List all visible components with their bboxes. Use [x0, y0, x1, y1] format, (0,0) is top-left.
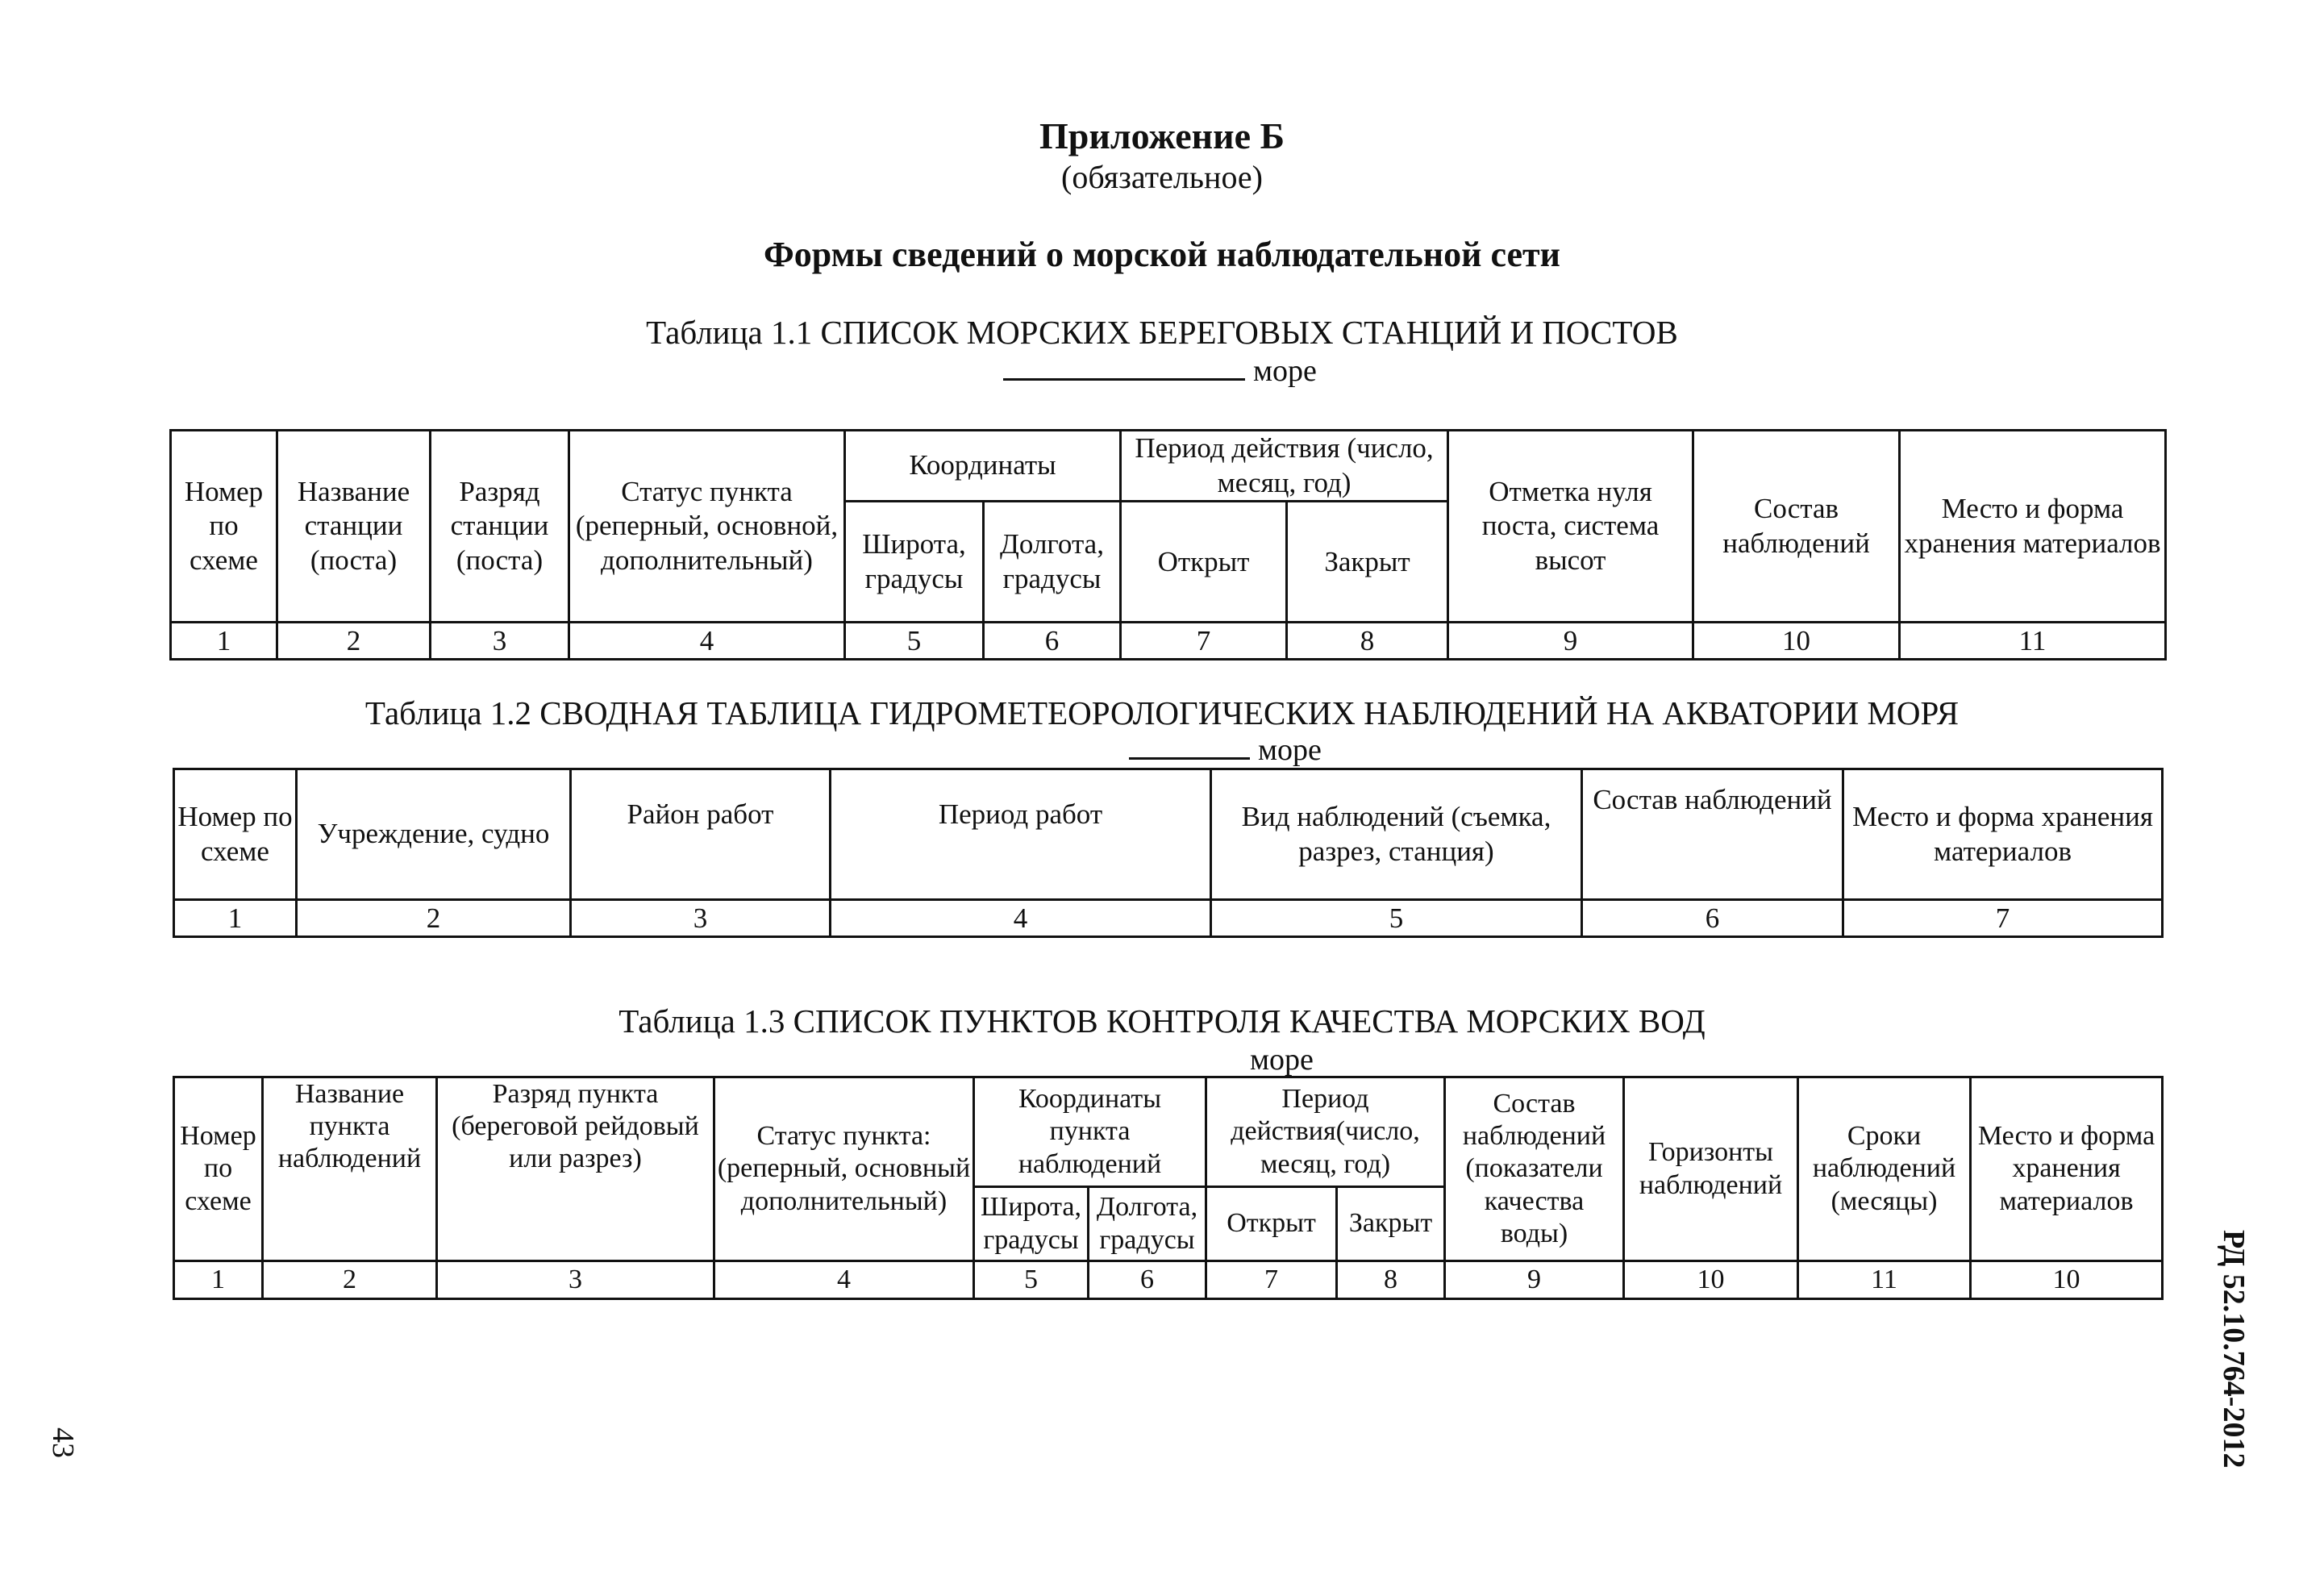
header-storage: Место и форма хранения материалов — [1843, 769, 2163, 900]
header-number: Номер по схеме — [174, 1077, 263, 1261]
column-number-cell: 5 — [1211, 900, 1582, 937]
header-station-rank: Разряд станции (поста) — [431, 431, 569, 623]
sea-name-blank — [1003, 354, 1245, 381]
column-number-cell: 1 — [174, 900, 297, 937]
sea-name-blank — [1129, 733, 1250, 760]
header-longitude: Долгота, градусы — [1089, 1187, 1206, 1261]
table2-sea-label: море — [1258, 733, 1322, 767]
column-number-cell: 4 — [714, 1261, 974, 1299]
column-number-cell: 6 — [1582, 900, 1843, 937]
header-latitude: Широта, градусы — [974, 1187, 1089, 1261]
table1-sea-label: море — [1253, 354, 1317, 388]
appendix-title: Приложение Б — [1039, 115, 1285, 156]
column-number-cell: 7 — [1121, 623, 1287, 660]
header-status: Статус пункта (реперный, основной, дополнительный) — [569, 431, 845, 623]
page-number: 43 — [46, 1427, 80, 1458]
header-closed: Закрыт — [1287, 502, 1448, 623]
column-number-cell: 10 — [1971, 1261, 2163, 1299]
column-number-cell: 11 — [1798, 1261, 1971, 1299]
header-opened: Открыт — [1206, 1187, 1337, 1261]
header-number: Номер по схеме — [171, 431, 277, 623]
header-point-name: Название пункта наблюдений — [263, 1077, 437, 1261]
header-institution: Учреждение, судно — [297, 769, 571, 900]
header-longitude: Долгота, градусы — [984, 502, 1121, 623]
header-observations: Состав наблюдений — [1582, 769, 1843, 900]
header-work-period: Период работ — [831, 769, 1211, 900]
header-horizons: Горизонты наблюдений — [1624, 1077, 1798, 1261]
column-number-cell: 3 — [431, 623, 569, 660]
header-zero-mark: Отметка нуля поста, система высот — [1448, 431, 1693, 623]
forms-title: Формы сведений о морской наблюдательной сети — [763, 235, 1561, 274]
column-number-cell: 5 — [845, 623, 984, 660]
table2-caption: Таблица 1.2 СВОДНАЯ ТАБЛИЦА ГИДРОМЕТЕОРОЛОГИЧЕСКИХ НАБЛЮДЕНИЙ НА АКВАТОРИИ МОРЯ — [364, 694, 1960, 731]
column-number-cell: 6 — [1089, 1261, 1206, 1299]
document-code: РД 52.10.764-2012 — [2217, 1230, 2251, 1469]
column-number-cell: 3 — [437, 1261, 714, 1299]
appendix-subtitle: (обязательное) — [1061, 159, 1263, 195]
column-number-cell: 9 — [1445, 1261, 1624, 1299]
header-station-name: Название станции (поста) — [277, 431, 431, 623]
column-number-cell: 8 — [1337, 1261, 1445, 1299]
table3 — [173, 1076, 2164, 1300]
header-storage: Место и форма хранения материалов — [1971, 1077, 2163, 1261]
header-closed: Закрыт — [1337, 1187, 1445, 1261]
header-observations: Состав наблюдений — [1693, 431, 1900, 623]
column-number-cell: 6 — [984, 623, 1121, 660]
column-number-cell: 9 — [1448, 623, 1693, 660]
table1-sea-line — [1003, 353, 1317, 389]
header-latitude: Широта, градусы — [845, 502, 984, 623]
table2-sea-line — [1129, 732, 1322, 768]
header-observation-type: Вид наблюдений (съемка, разрез, станция) — [1211, 769, 1582, 900]
column-number-cell: 10 — [1624, 1261, 1798, 1299]
header-coordinates: Координаты — [845, 431, 1121, 502]
header-coordinates: Координаты пункта наблюдений — [974, 1077, 1206, 1187]
column-number-cell: 10 — [1693, 623, 1900, 660]
column-number-cell: 4 — [831, 900, 1211, 937]
column-number-cell: 1 — [174, 1261, 263, 1299]
column-number-cell: 2 — [297, 900, 571, 937]
header-period: Период действия (число, месяц, год) — [1121, 431, 1448, 502]
header-opened: Открыт — [1121, 502, 1287, 623]
table1 — [169, 429, 2167, 660]
column-number-cell: 3 — [571, 900, 831, 937]
column-number-cell: 7 — [1843, 900, 2163, 937]
header-number: Номер по схеме — [174, 769, 297, 900]
column-number-cell: 8 — [1287, 623, 1448, 660]
column-number-cell: 5 — [974, 1261, 1089, 1299]
column-number-cell: 1 — [171, 623, 277, 660]
table3-sea-label: море — [1250, 1043, 1314, 1077]
column-number-cell: 7 — [1206, 1261, 1337, 1299]
header-point-rank: Разряд пункта (береговой рейдовый или разрез) — [437, 1077, 714, 1261]
table3-caption: Таблица 1.3 СПИСОК ПУНКТОВ КОНТРОЛЯ КАЧЕСТВА МОРСКИХ ВОД — [618, 1002, 1706, 1040]
table1-caption: Таблица 1.1 СПИСОК МОРСКИХ БЕРЕГОВЫХ СТАНЦИЙ И ПОСТОВ — [646, 314, 1678, 351]
header-observations: Состав наблюдений (показатели качества воды) — [1445, 1077, 1624, 1261]
header-status: Статус пункта: (реперный, основный дополнительный) — [714, 1077, 974, 1261]
column-number-cell: 2 — [277, 623, 431, 660]
column-number-cell: 4 — [569, 623, 845, 660]
header-work-area: Район работ — [571, 769, 831, 900]
header-storage: Место и форма хранения материалов — [1900, 431, 2166, 623]
header-terms: Сроки наблюдений (месяцы) — [1798, 1077, 1971, 1261]
column-number-cell: 2 — [263, 1261, 437, 1299]
header-period: Период действия(число, месяц, год) — [1206, 1077, 1445, 1187]
column-number-cell: 11 — [1900, 623, 2166, 660]
table2 — [173, 768, 2164, 938]
